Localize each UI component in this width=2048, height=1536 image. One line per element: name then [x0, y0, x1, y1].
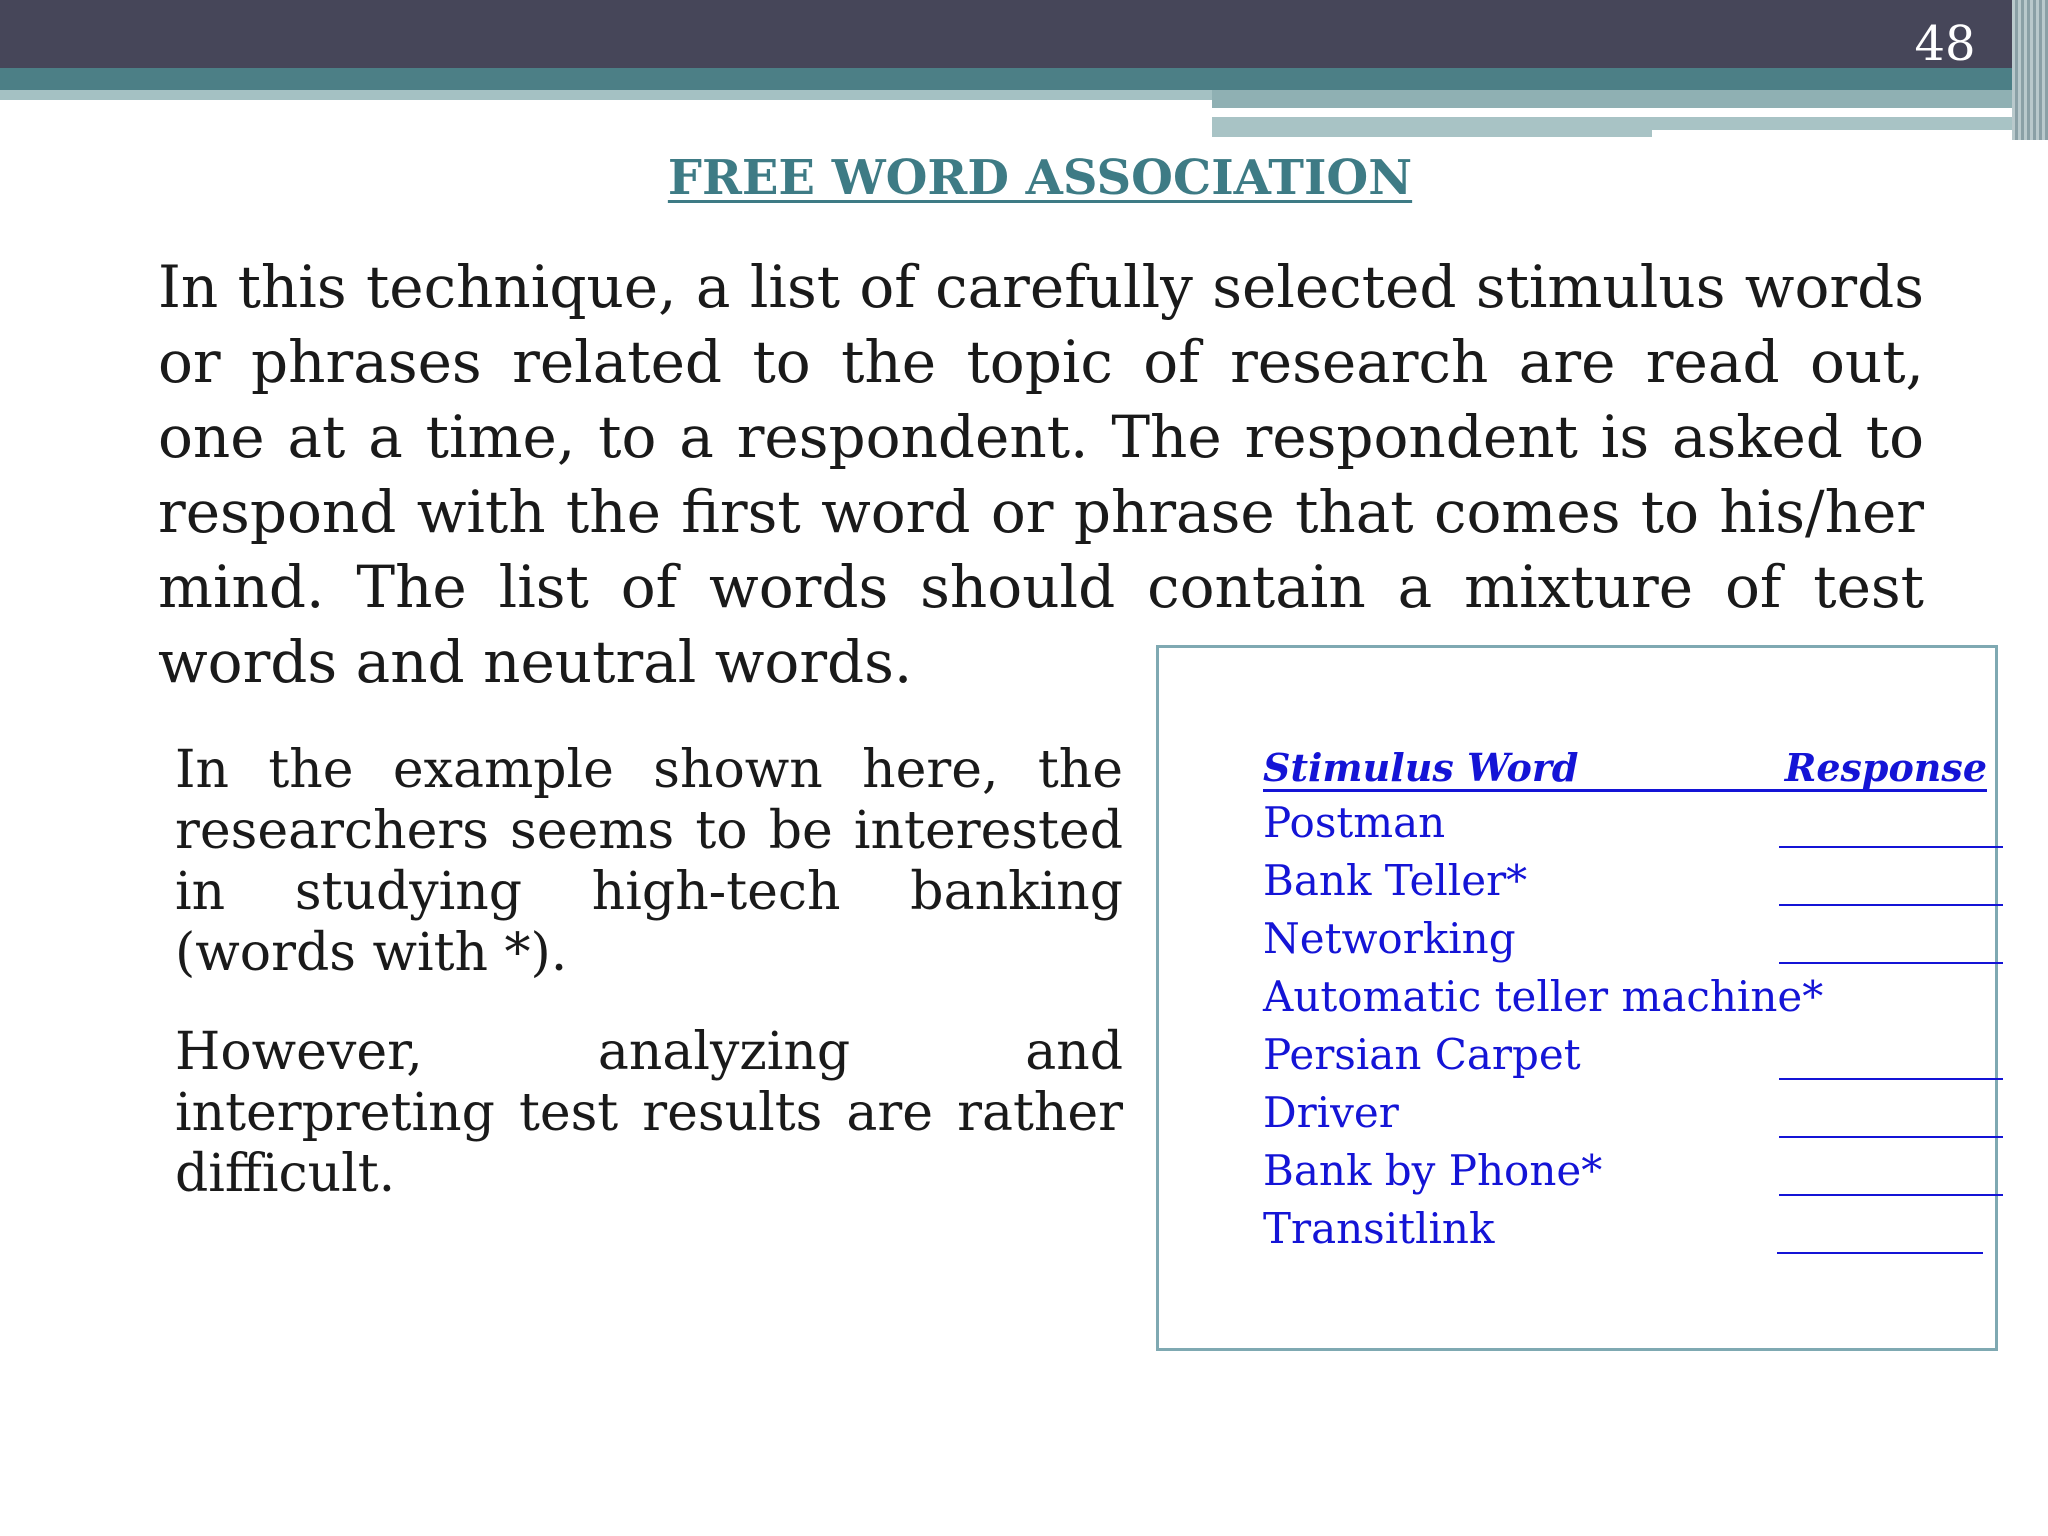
- intro-paragraph: In this technique, a list of carefully selected stimulus words or phrases related to the topic of research are read out, one at a time, to a respondent. The respondent is asked to respond with the first word or phrase that comes to his/her mind. The list of words should contain a mixture of test words and neutral words.: [158, 253, 1924, 696]
- header-bar-light-left: [0, 90, 1212, 100]
- header-divider-line-lower: [1652, 130, 2012, 137]
- header-bar-dark: [0, 0, 2048, 68]
- stimulus-word: Postman: [1263, 798, 1446, 847]
- response-header: Response: [1784, 745, 1987, 790]
- stimulus-word: Networking: [1263, 914, 1516, 963]
- response-blank: [1779, 1078, 2003, 1080]
- word-row: [1263, 914, 2003, 972]
- response-blank: [1779, 1194, 2003, 1196]
- response-blank: [1779, 904, 2003, 906]
- example-paragraph: In the example shown here, the researchers seems to be interested in studying high-tech banking (words with *).: [175, 740, 1123, 983]
- response-blank: [1779, 846, 2003, 848]
- header-stripes: [2012, 0, 2048, 140]
- however-paragraph: However, analyzing and interpreting test results are rather difficult.: [175, 1022, 1123, 1204]
- word-row: [1263, 1146, 2003, 1204]
- word-list-header: [1263, 745, 1987, 792]
- response-blank: [1779, 1136, 2003, 1138]
- stimulus-word: Automatic teller machine*: [1263, 972, 1824, 1021]
- stimulus-word: Transitlink: [1263, 1204, 1495, 1253]
- word-association-box: [1156, 645, 1998, 1351]
- stimulus-word: Bank by Phone*: [1263, 1146, 1603, 1195]
- stimulus-word: Driver: [1263, 1088, 1399, 1137]
- word-row: [1263, 856, 2003, 914]
- response-blank: [1777, 1252, 1983, 1254]
- slide-number: 48: [1914, 16, 1976, 72]
- slide-title: FREE WORD ASSOCIATION: [667, 150, 1413, 206]
- word-row: [1263, 1204, 2003, 1262]
- word-row: [1263, 1030, 2003, 1088]
- header-bar-teal: [0, 68, 2048, 90]
- header-bar-light-right: [1212, 90, 2012, 108]
- stimulus-word: Persian Carpet: [1263, 1030, 1581, 1079]
- response-blank: [1779, 962, 2003, 964]
- word-row: [1263, 798, 2003, 856]
- word-row: [1263, 1088, 2003, 1146]
- stimulus-word-header: Stimulus Word: [1263, 745, 1579, 790]
- header-divider-line: [1212, 110, 1896, 117]
- stimulus-word: Bank Teller*: [1263, 856, 1528, 905]
- word-row: [1263, 972, 2003, 1030]
